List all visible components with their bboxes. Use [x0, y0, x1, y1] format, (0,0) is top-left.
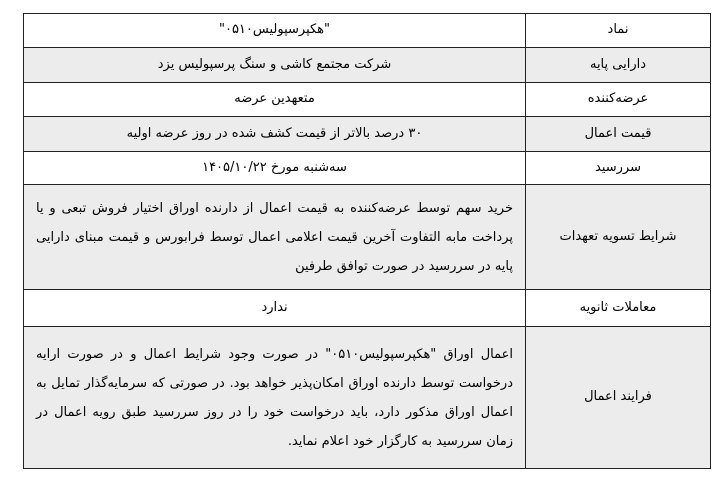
table-row-offerer	[24, 83, 711, 117]
row-label: قیمت اعمال	[526, 117, 711, 152]
row-value: ۳۰ درصد بالاتر از قیمت کشف شده در روز عرضه اولیه	[24, 117, 526, 152]
row-label: نماد	[526, 14, 711, 48]
row-value: خرید سهم توسط عرضه‌کننده به قیمت اعمال از دارنده اوراق اختیار فروش تبعی و یا پرداخت مابه التفاوت آخرین قیمت اعلامی اعمال توسط فرابورس و قیمت مبنای دارایی پایه در سررسید در صورت توافق طرفین	[24, 185, 526, 290]
option-specs-table	[23, 13, 711, 469]
row-label: فرایند اعمال	[526, 327, 711, 469]
row-value: شرکت مجتمع کاشی و سنگ پرسپولیس یزد	[24, 48, 526, 83]
table-row-settlement-terms	[24, 185, 711, 290]
row-value: سه‌شنبه مورخ ۱۴۰۵/۱۰/۲۲	[24, 152, 526, 185]
table-row-secondary-trading	[24, 290, 711, 327]
row-label: معاملات ثانویه	[526, 290, 711, 327]
row-label: شرایط تسویه تعهدات	[526, 185, 711, 290]
row-value: "هکپرسپولیس۰۵۱۰"	[24, 14, 526, 48]
table-row-maturity	[24, 152, 711, 185]
table-row-symbol	[24, 14, 711, 48]
row-value: ندارد	[24, 290, 526, 327]
row-value: متعهدین عرضه	[24, 83, 526, 117]
row-value: اعمال اوراق "هکپرسپولیس۰۵۱۰" در صورت وجود شرایط اعمال و در صورت ارایه درخواست توسط دارنده اوراق امکان‌پذیر خواهد بود. در صورتی که سرمایه‌گذار تمایل به اعمال اوراق مذکور دارد، باید درخواست خود را در روز سررسید طبق رویه اعمال در زمان سررسید به کارگزار خود اعلام نماید.	[24, 327, 526, 469]
row-label: عرضه‌کننده	[526, 83, 711, 117]
option-specs-table-wrapper	[23, 13, 711, 469]
row-label: دارایی پایه	[526, 48, 711, 83]
table-row-strike-price	[24, 117, 711, 152]
table-row-underlying-asset	[24, 48, 711, 83]
row-label: سررسید	[526, 152, 711, 185]
table-row-exercise-process	[24, 327, 711, 469]
